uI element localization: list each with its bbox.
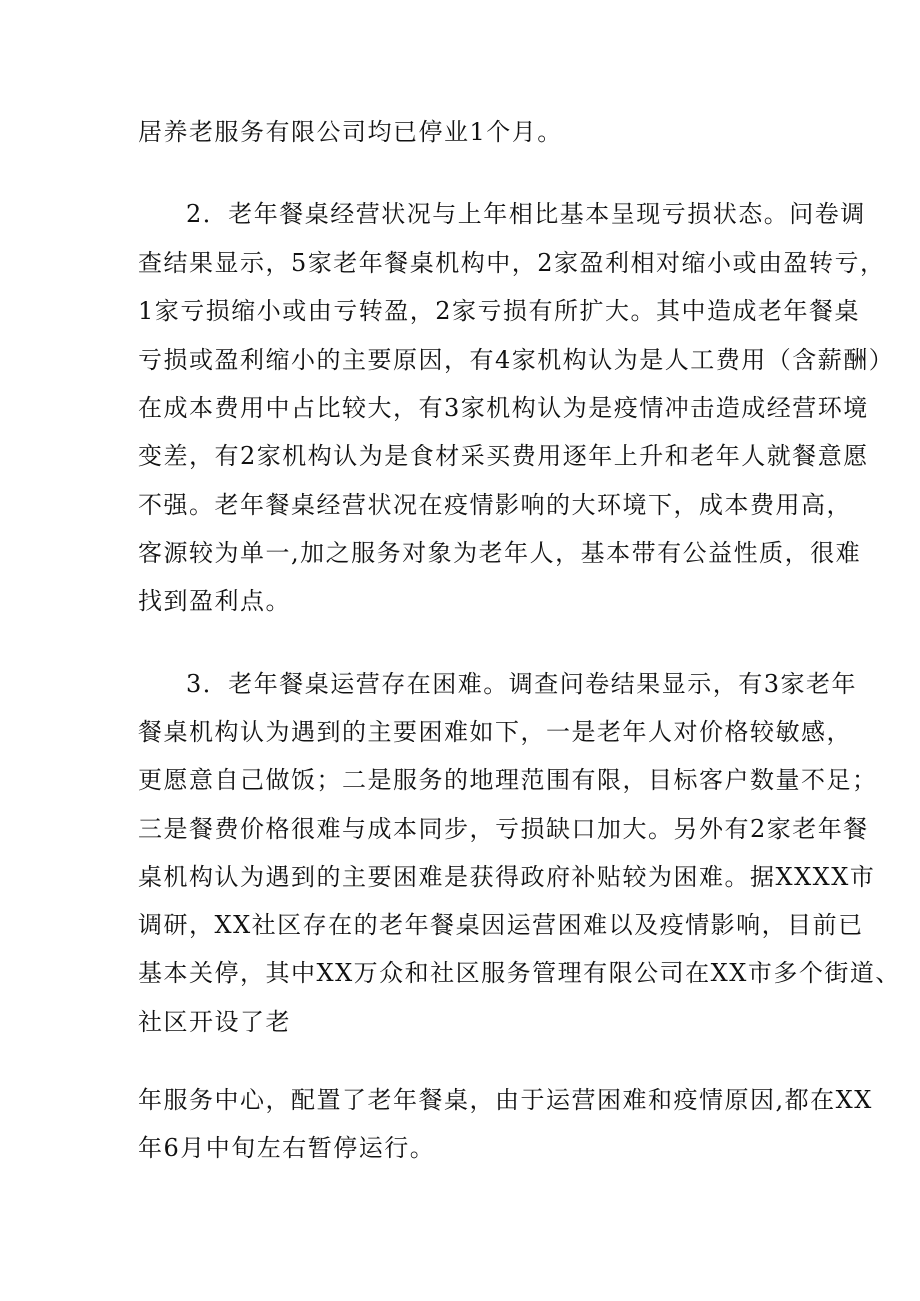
text-line: 2．老年餐桌经营状况与上年相比基本呈现亏损状态。问卷调	[186, 200, 866, 228]
text-line: 年服务中心，配置了老年餐桌，由于运营困难和疫情原因,都在XX	[138, 1086, 873, 1114]
text-line: 三是餐费价格很难与成本同步，亏损缺口加大。另外有2家老年餐	[138, 815, 869, 843]
text-line: 不强。老年餐桌经营状况在疫情影响的大环境下，成本费用高，	[138, 491, 852, 519]
text-line: 调研，XX社区存在的老年餐桌因运营困难以及疫情影响，目前已	[138, 911, 864, 939]
text-line: 餐桌机构认为遇到的主要困难如下，一是老年人对价格较敏感，	[138, 718, 852, 746]
text-line: 亏损或盈利缩小的主要原因，有4家机构认为是人工费用（含薪酬）	[138, 346, 895, 374]
text-line: 基本关停，其中XX万众和社区服务管理有限公司在XX市多个街道、	[138, 959, 901, 987]
text-line: 年6月中旬左右暂停运行。	[138, 1134, 436, 1162]
text-line: 在成本费用中占比较大，有3家机构认为是疫情冲击造成经营环境	[138, 394, 869, 422]
text-line: 变差，有2家机构认为是食材采买费用逐年上升和老年人就餐意愿	[138, 442, 869, 470]
text-line: 社区开设了老	[138, 1008, 291, 1036]
text-line: 3．老年餐桌运营存在困难。调查问卷结果显示，有3家老年	[186, 670, 858, 698]
text-line: 居养老服务有限公司均已停业1个月。	[138, 118, 563, 146]
text-line: 客源较为单一,加之服务对象为老年人，基本带有公益性质，很难	[138, 539, 862, 567]
text-line: 找到盈利点。	[138, 587, 291, 615]
text-line: 1家亏损缩小或由亏转盈，2家亏损有所扩大。其中造成老年餐桌	[138, 297, 861, 325]
text-line: 桌机构认为遇到的主要困难是获得政府补贴较为困难。据XXXX市	[138, 863, 876, 891]
text-line: 查结果显示，5家老年餐桌机构中，2家盈利相对缩小或由盈转亏，	[138, 249, 886, 277]
text-line: 更愿意自己做饭；二是服务的地理范围有限，目标客户数量不足；	[138, 766, 878, 794]
